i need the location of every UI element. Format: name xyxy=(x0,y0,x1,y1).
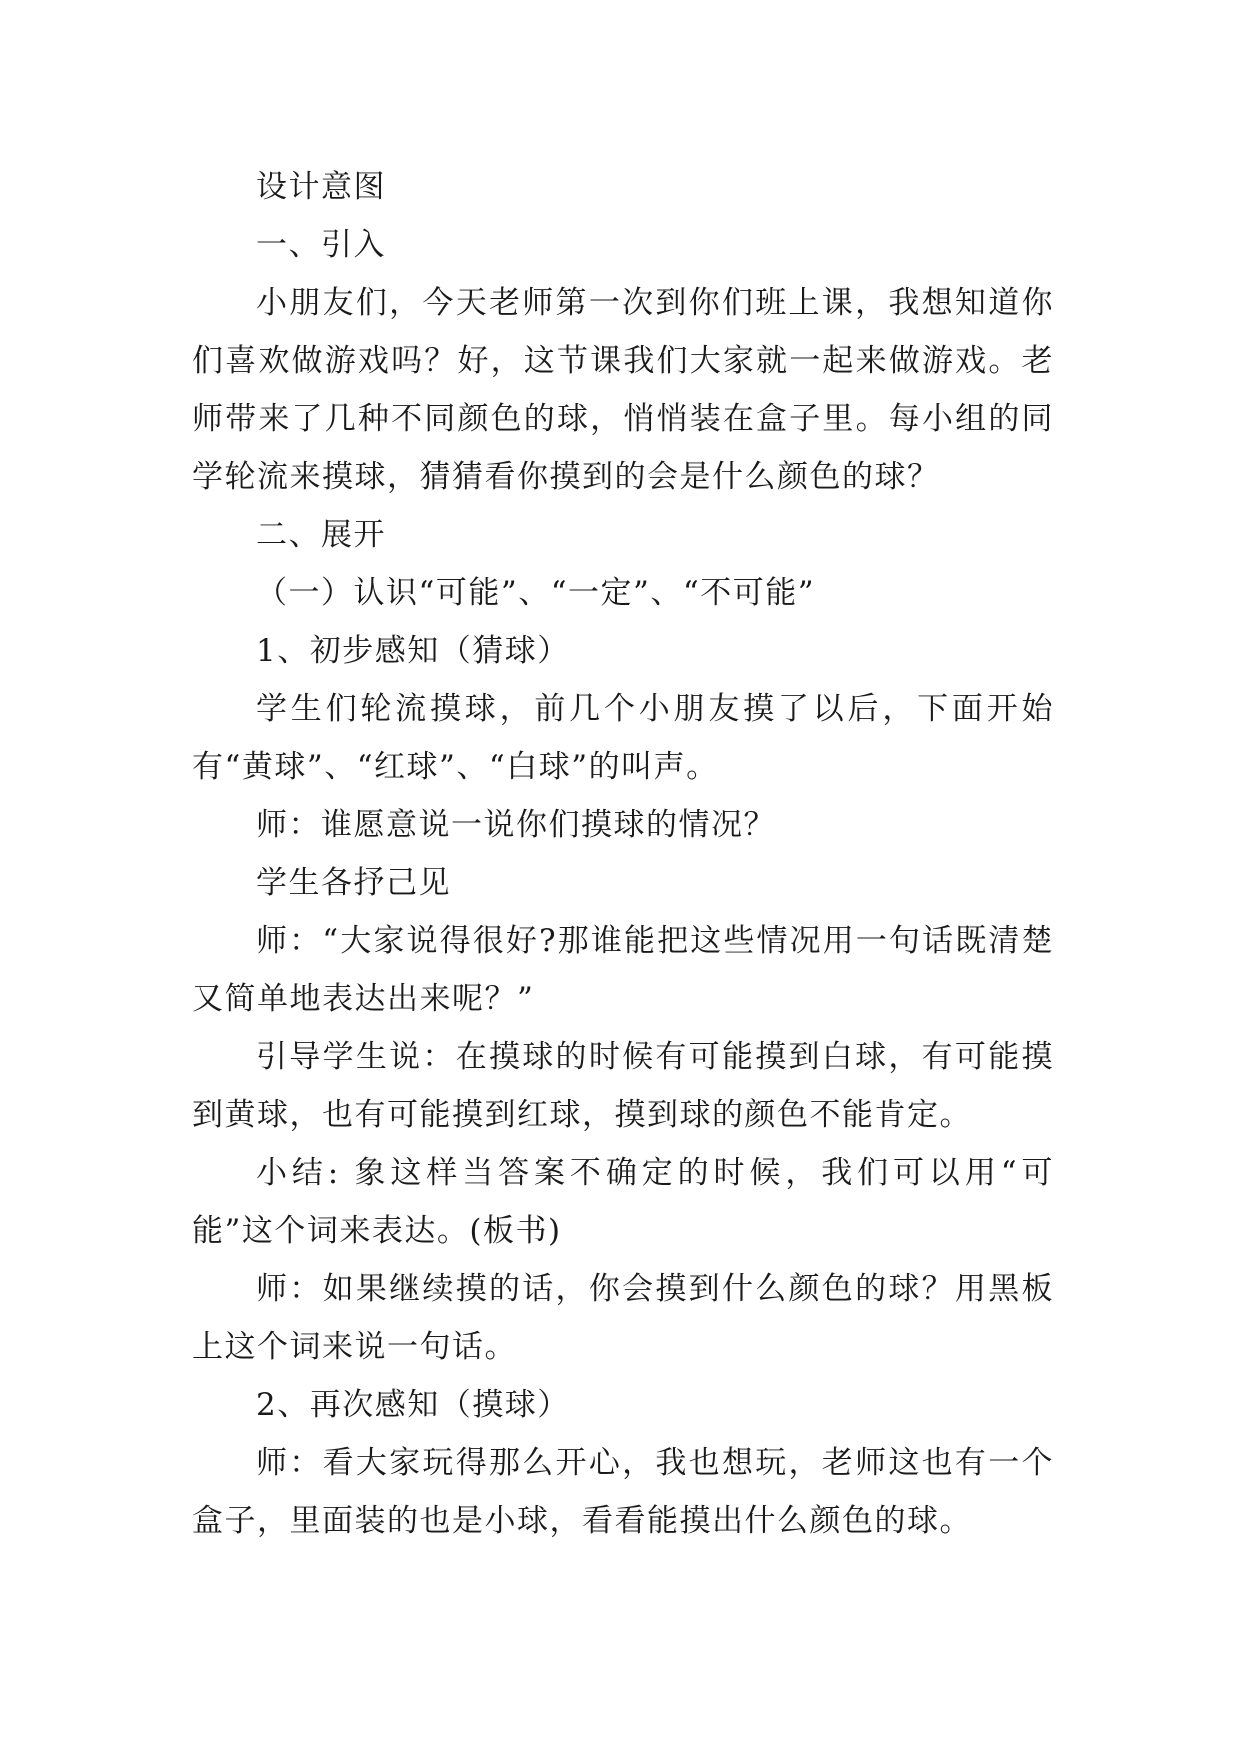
step-heading-initial-perception: 1、初步感知（猜球） xyxy=(256,633,570,669)
paragraph-teacher-box: 师：看大家玩得那么开心，我也想玩，老师这也有一个盒子，里面装的也是小球，看看能摸出什么颜色的球。 xyxy=(192,1445,1054,1539)
paragraph-teacher-continue: 师：如果继续摸的话，你会摸到什么颜色的球？用黑板上这个词来说一句话。 xyxy=(192,1271,1054,1365)
paragraph-teacher-prompt: 师：“大家说得很好?那谁能把这些情况用一句话既清楚又简单地表达出来呢？” xyxy=(192,923,1054,1017)
paragraph-summary: 小结: 象这样当答案不确定的时候，我们可以用“可能”这个词来表达。(板书) xyxy=(192,1155,1054,1249)
section-heading-intro: 一、引入 xyxy=(256,227,386,263)
step-heading-second-perception: 2、再次感知（摸球） xyxy=(256,1387,570,1423)
document-body xyxy=(192,158,1054,1550)
paragraph-teacher-question: 师：谁愿意说一说你们摸球的情况？ xyxy=(256,807,776,843)
paragraph-guide-students: 引导学生说：在摸球的时候有可能摸到白球，有可能摸到黄球，也有可能摸到红球，摸到球的颜色不能肯定。 xyxy=(192,1039,1054,1133)
paragraph-students-draw: 学生们轮流摸球，前几个小朋友摸了以后，下面开始有“黄球”、“红球”、“白球”的叫声。 xyxy=(192,691,1054,785)
subsection-heading-concepts: （一）认识“可能”、“一定”、“不可能” xyxy=(256,575,816,611)
paragraph-intro-text: 小朋友们，今天老师第一次到你们班上课，我想知道你们喜欢做游戏吗？好，这节课我们大家就一起来做游戏。老师带来了几种不同颜色的球，悄悄装在盒子里。每小组的同学轮流来摸球，猜猜看你摸到的会是什么颜色的球？ xyxy=(192,285,1054,495)
heading-design-intent: 设计意图 xyxy=(256,169,386,205)
paragraph-students-respond: 学生各抒己见 xyxy=(256,865,451,901)
section-heading-develop: 二、展开 xyxy=(256,517,386,553)
